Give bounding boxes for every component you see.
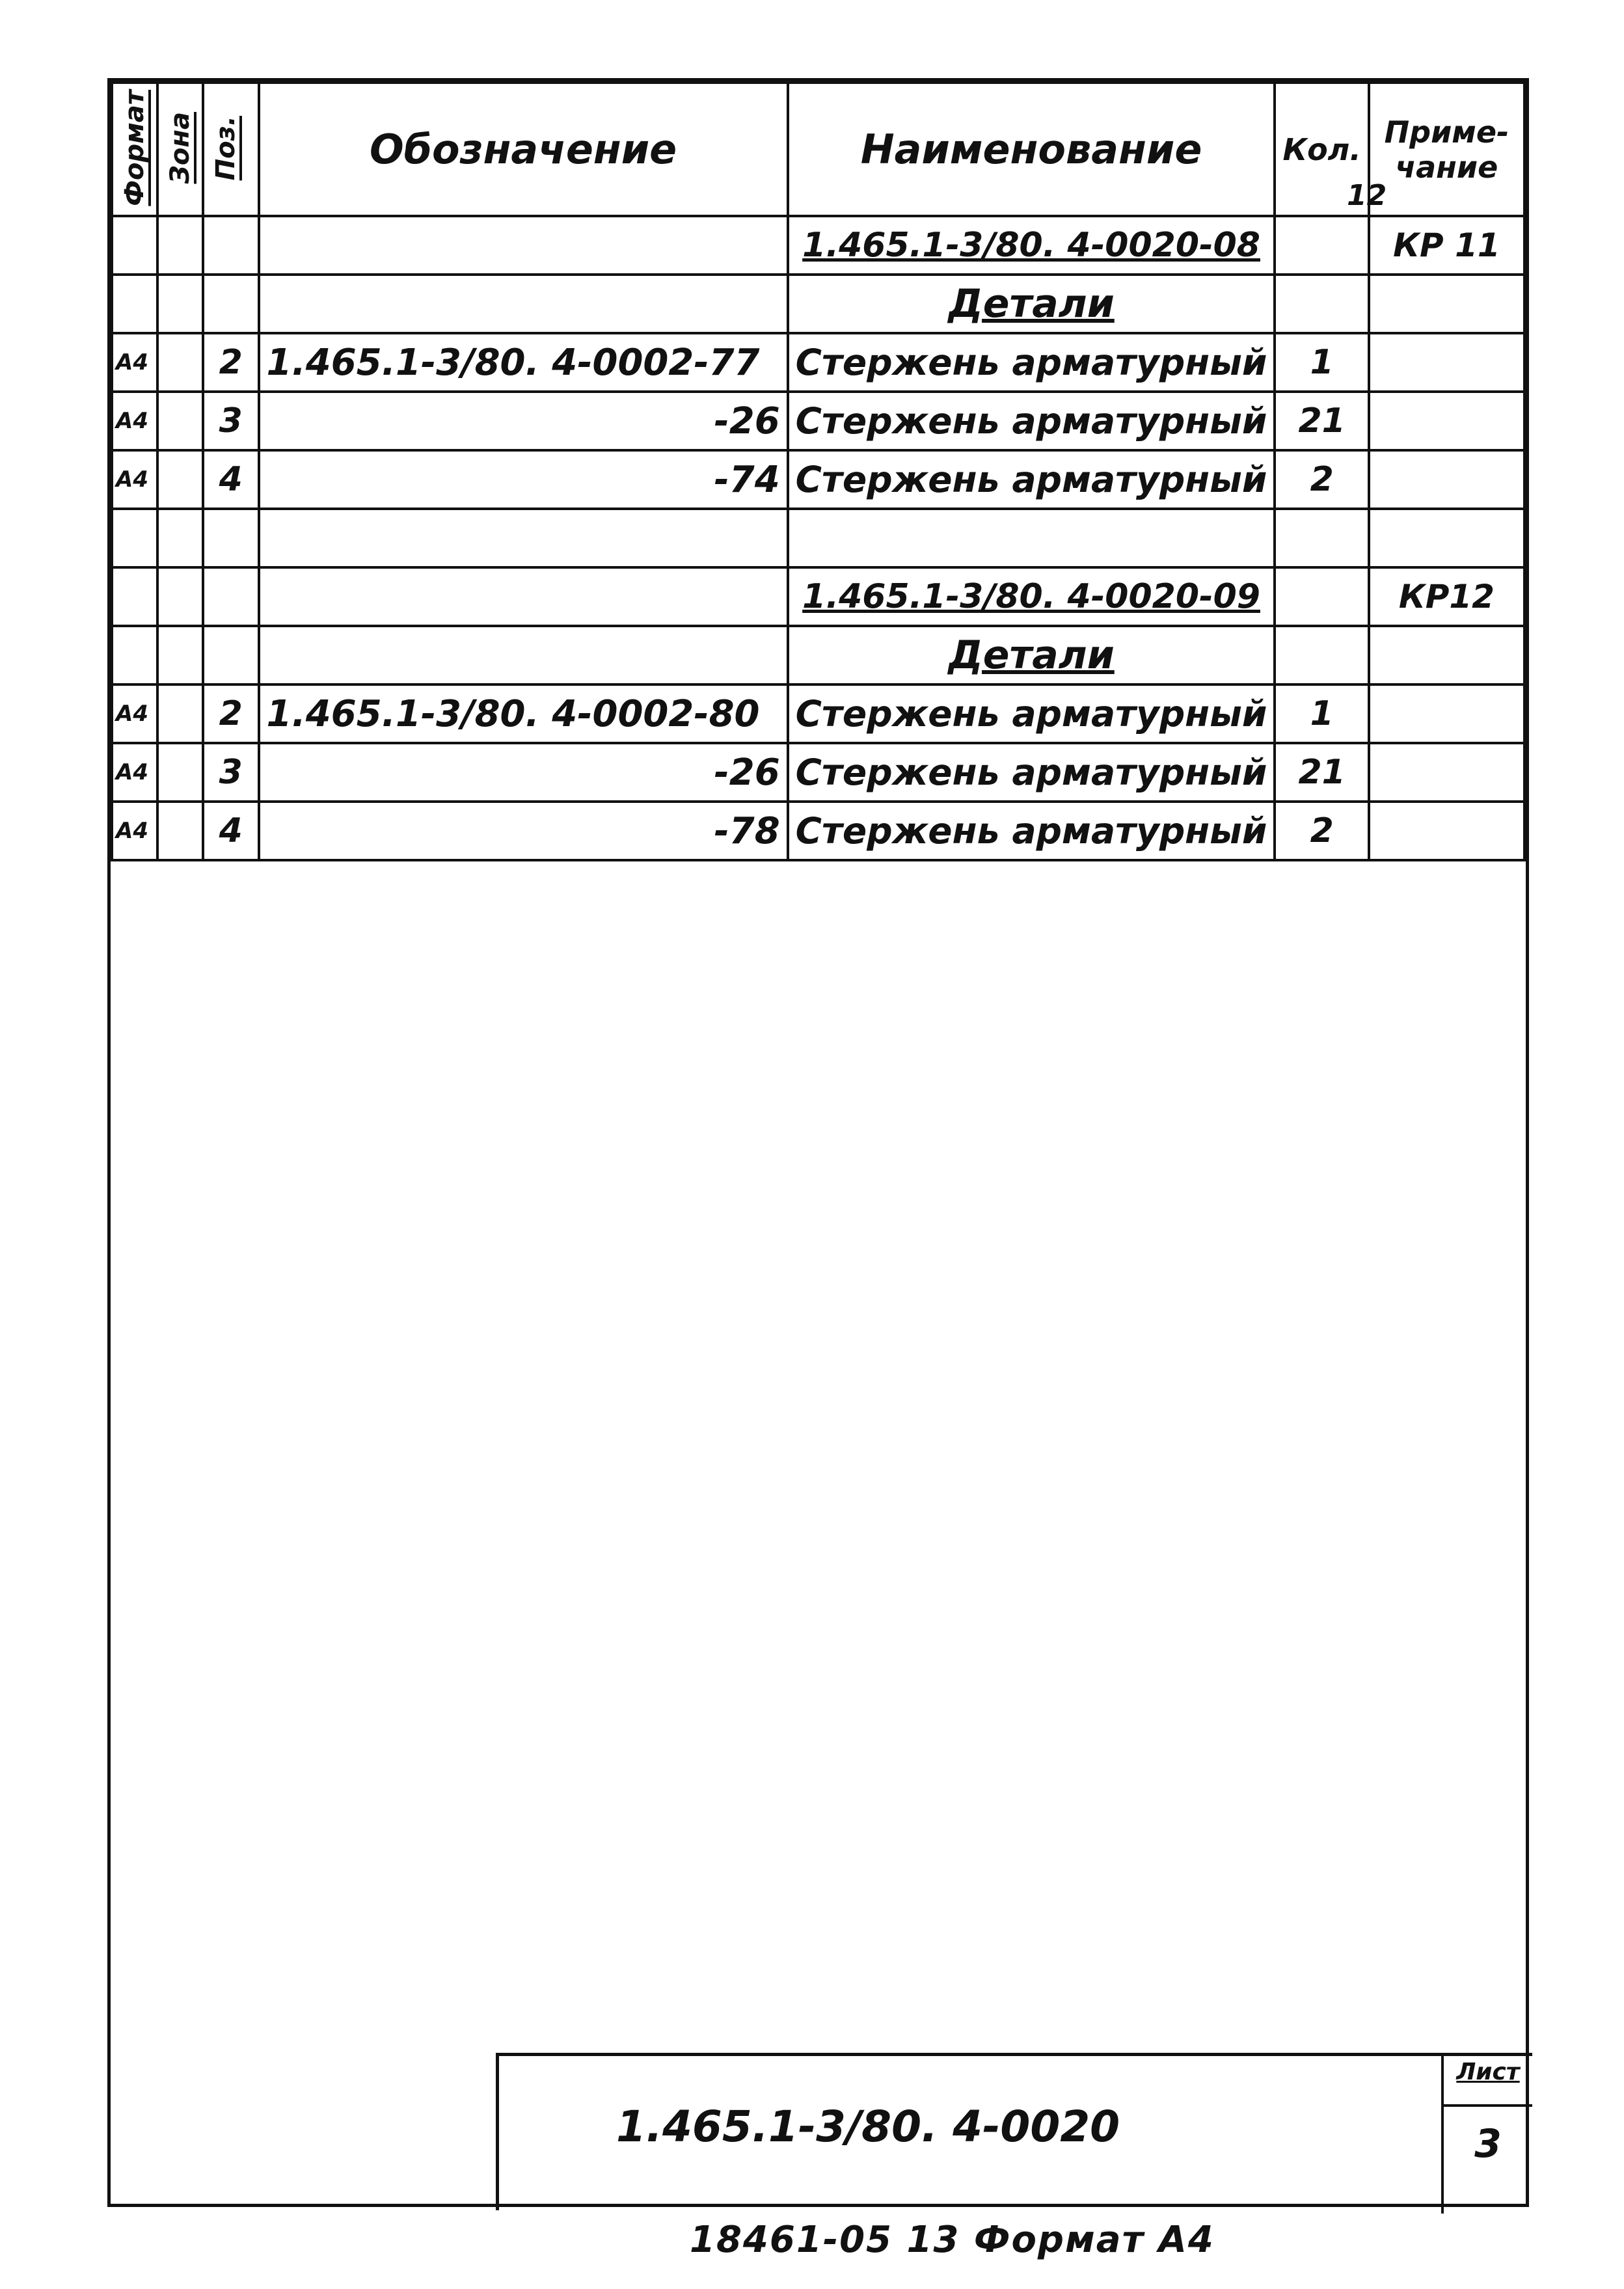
- cell-note: [1369, 333, 1524, 392]
- cell-qty: 1: [1275, 333, 1368, 392]
- cell-designation: -78: [259, 802, 788, 860]
- cell-format: А4: [112, 802, 157, 860]
- table-row: [112, 802, 1524, 860]
- header-row: [112, 83, 1524, 216]
- sheet-number: 3: [1474, 2121, 1502, 2167]
- cell-designation: 1.465.1-3/80. 4-0002-80: [259, 684, 788, 743]
- cell-format: А4: [112, 450, 157, 509]
- cell-zone: [157, 567, 203, 626]
- header-pos: Поз.: [203, 83, 259, 216]
- footer-stamp: 18461-05 13 Формат А4: [690, 2219, 1215, 2261]
- cell-name: Стержень арматурный: [788, 333, 1275, 392]
- cell-designation: [259, 567, 788, 626]
- cell-qty: [1275, 626, 1368, 684]
- header-note: Приме- чание: [1369, 83, 1524, 216]
- title-block-code: 1.465.1-3/80. 4-0020: [616, 2102, 1120, 2152]
- cell-designation: 1.465.1-3/80. 4-0002-77: [259, 333, 788, 392]
- cell-note: КР 11: [1369, 216, 1524, 275]
- table-row: [112, 333, 1524, 392]
- cell-pos: 4: [203, 450, 259, 509]
- cell-pos: [203, 626, 259, 684]
- cell-name: 1.465.1-3/80. 4-0020-08: [788, 216, 1275, 275]
- cell-format: [112, 509, 157, 567]
- cell-designation: [259, 275, 788, 333]
- cell-zone: [157, 802, 203, 860]
- cell-designation: -74: [259, 450, 788, 509]
- cell-qty: 2: [1275, 802, 1368, 860]
- cell-note: [1369, 509, 1524, 567]
- cell-pos: 2: [203, 684, 259, 743]
- cell-note: [1369, 684, 1524, 743]
- drawing-sheet: [107, 78, 1529, 2207]
- cell-qty: [1275, 567, 1368, 626]
- cell-designation: -26: [259, 743, 788, 802]
- header-zone: Зона: [157, 83, 203, 216]
- table-row: [112, 392, 1524, 450]
- cell-qty: 21: [1275, 743, 1368, 802]
- cell-zone: [157, 216, 203, 275]
- cell-format: [112, 216, 157, 275]
- cell-format: А4: [112, 743, 157, 802]
- cell-name: Стержень арматурный: [788, 802, 1275, 860]
- cell-designation: [259, 509, 788, 567]
- header-qty: Кол.: [1275, 83, 1368, 216]
- header-format: Формат: [112, 83, 157, 216]
- cell-name: [788, 509, 1275, 567]
- cell-qty: [1275, 275, 1368, 333]
- cell-note: [1369, 275, 1524, 333]
- cell-note: КР12: [1369, 567, 1524, 626]
- table-row: [112, 743, 1524, 802]
- cell-name: 1.465.1-3/80. 4-0020-09: [788, 567, 1275, 626]
- cell-qty: 2: [1275, 450, 1368, 509]
- cell-note: [1369, 450, 1524, 509]
- cell-pos: 4: [203, 802, 259, 860]
- cell-zone: [157, 626, 203, 684]
- cell-zone: [157, 392, 203, 450]
- page-mark: 12: [1347, 179, 1387, 212]
- cell-pos: [203, 567, 259, 626]
- cell-name: Стержень арматурный: [788, 684, 1275, 743]
- cell-pos: 3: [203, 392, 259, 450]
- table-row: [112, 626, 1524, 684]
- cell-zone: [157, 743, 203, 802]
- cell-name: Стержень арматурный: [788, 450, 1275, 509]
- cell-note: [1369, 802, 1524, 860]
- cell-qty: [1275, 509, 1368, 567]
- cell-zone: [157, 333, 203, 392]
- cell-name: Стержень арматурный: [788, 392, 1275, 450]
- cell-note: [1369, 626, 1524, 684]
- table-row: [112, 275, 1524, 333]
- header-name: Наименование: [788, 83, 1275, 216]
- header-designation: Обозначение: [259, 83, 788, 216]
- specification-table: [111, 81, 1526, 861]
- cell-format: [112, 275, 157, 333]
- cell-pos: 3: [203, 743, 259, 802]
- cell-designation: [259, 626, 788, 684]
- table-row: [112, 216, 1524, 275]
- sheet-number-box: [1441, 2056, 1532, 2214]
- cell-designation: [259, 216, 788, 275]
- cell-qty: 21: [1275, 392, 1368, 450]
- cell-designation: -26: [259, 392, 788, 450]
- cell-zone: [157, 684, 203, 743]
- cell-name: Детали: [788, 275, 1275, 333]
- cell-qty: [1275, 216, 1368, 275]
- cell-pos: [203, 509, 259, 567]
- title-block: [496, 2053, 1532, 2210]
- cell-name: Детали: [788, 626, 1275, 684]
- cell-format: [112, 626, 157, 684]
- cell-zone: [157, 275, 203, 333]
- cell-pos: [203, 216, 259, 275]
- cell-pos: [203, 275, 259, 333]
- cell-name: Стержень арматурный: [788, 743, 1275, 802]
- cell-pos: 2: [203, 333, 259, 392]
- sheet-label: Лист: [1444, 2059, 1532, 2107]
- cell-format: А4: [112, 392, 157, 450]
- cell-zone: [157, 509, 203, 567]
- cell-format: А4: [112, 684, 157, 743]
- cell-zone: [157, 450, 203, 509]
- table-row: [112, 684, 1524, 743]
- cell-format: А4: [112, 333, 157, 392]
- table-row: [112, 567, 1524, 626]
- table-row: [112, 509, 1524, 567]
- cell-qty: 1: [1275, 684, 1368, 743]
- cell-note: [1369, 392, 1524, 450]
- cell-note: [1369, 743, 1524, 802]
- table-row: [112, 450, 1524, 509]
- cell-format: [112, 567, 157, 626]
